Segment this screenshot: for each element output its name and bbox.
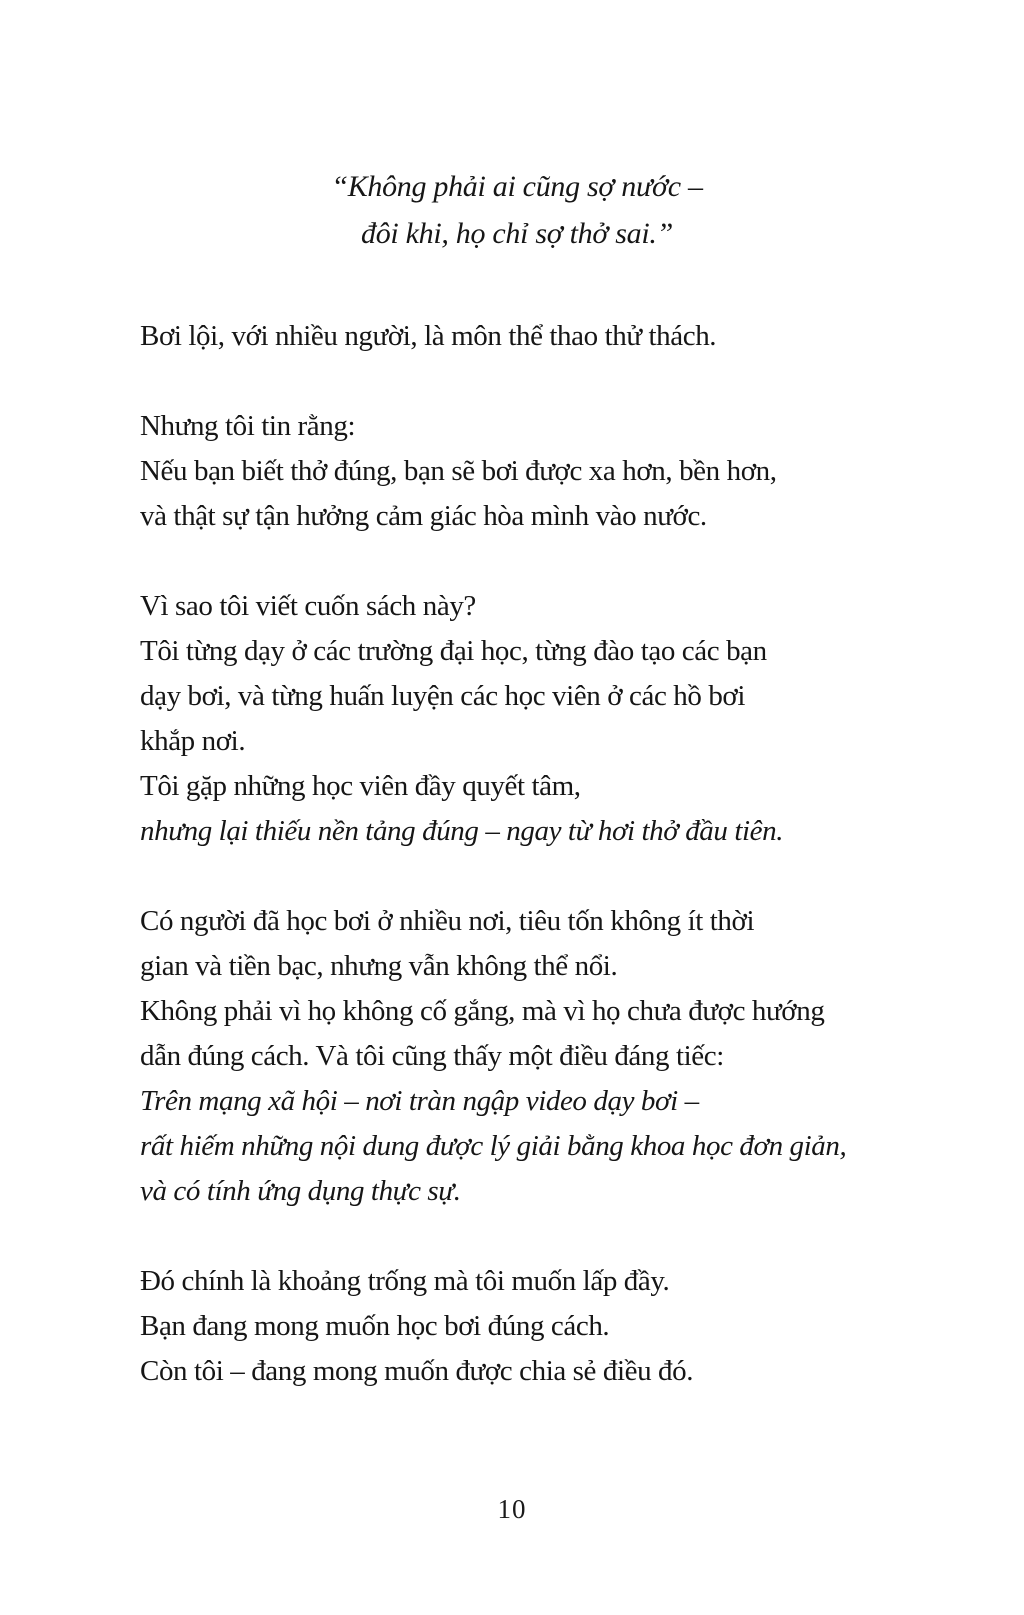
text-line: Bơi lội, với nhiều người, là môn thể thao thử thách. (140, 320, 717, 352)
text-line: Trên mạng xã hội – nơi tràn ngập video dạy bơi – (140, 1085, 699, 1117)
text-line: Tôi từng dạy ở các trường đại học, từng đào tạo các bạn (140, 635, 767, 667)
text-line: gian và tiền bạc, nhưng vẫn không thể nổi. (140, 950, 618, 982)
epigraph-quote (140, 163, 894, 257)
text-line: Nhưng tôi tin rằng: (140, 410, 356, 442)
quote-line: “Không phải ai cũng sợ nước – (331, 170, 703, 203)
body-text (140, 314, 924, 1394)
text-line: và có tính ứng dụng thực sự. (140, 1175, 461, 1207)
page-content (140, 163, 924, 1439)
paragraph (140, 1259, 924, 1394)
text-line: dẫn đúng cách. Và tôi cũng thấy một điều đáng tiếc: (140, 1040, 724, 1072)
paragraph (140, 404, 924, 539)
text-line: nhưng lại thiếu nền tảng đúng – ngay từ hơi thở đầu tiên. (140, 815, 784, 847)
text-line: dạy bơi, và từng huấn luyện các học viên ở các hồ bơi (140, 680, 746, 712)
text-line: Nếu bạn biết thở đúng, bạn sẽ bơi được xa hơn, bền hơn, (140, 455, 777, 487)
paragraph (140, 314, 924, 359)
page-number: 10 (497, 1494, 527, 1524)
text-line: Có người đã học bơi ở nhiều nơi, tiêu tốn không ít thời (140, 905, 755, 937)
text-line: Đó chính là khoảng trống mà tôi muốn lấp đầy. (140, 1265, 670, 1297)
quote-line: đôi khi, họ chỉ sợ thở sai.” (361, 217, 673, 250)
text-line: và thật sự tận hưởng cảm giác hòa mình vào nước. (140, 500, 707, 532)
text-line: Không phải vì họ không cố gắng, mà vì họ chưa được hướng (140, 995, 825, 1027)
paragraph (140, 584, 924, 854)
text-line: rất hiếm những nội dung được lý giải bằng khoa học đơn giản, (140, 1130, 847, 1162)
text-line: Bạn đang mong muốn học bơi đúng cách. (140, 1310, 610, 1342)
paragraph (140, 899, 924, 1214)
text-line: khắp nơi. (140, 725, 246, 757)
text-line: Vì sao tôi viết cuốn sách này? (140, 590, 476, 622)
text-line: Còn tôi – đang mong muốn được chia sẻ điều đó. (140, 1355, 694, 1387)
text-line: Tôi gặp những học viên đầy quyết tâm, (140, 770, 581, 802)
